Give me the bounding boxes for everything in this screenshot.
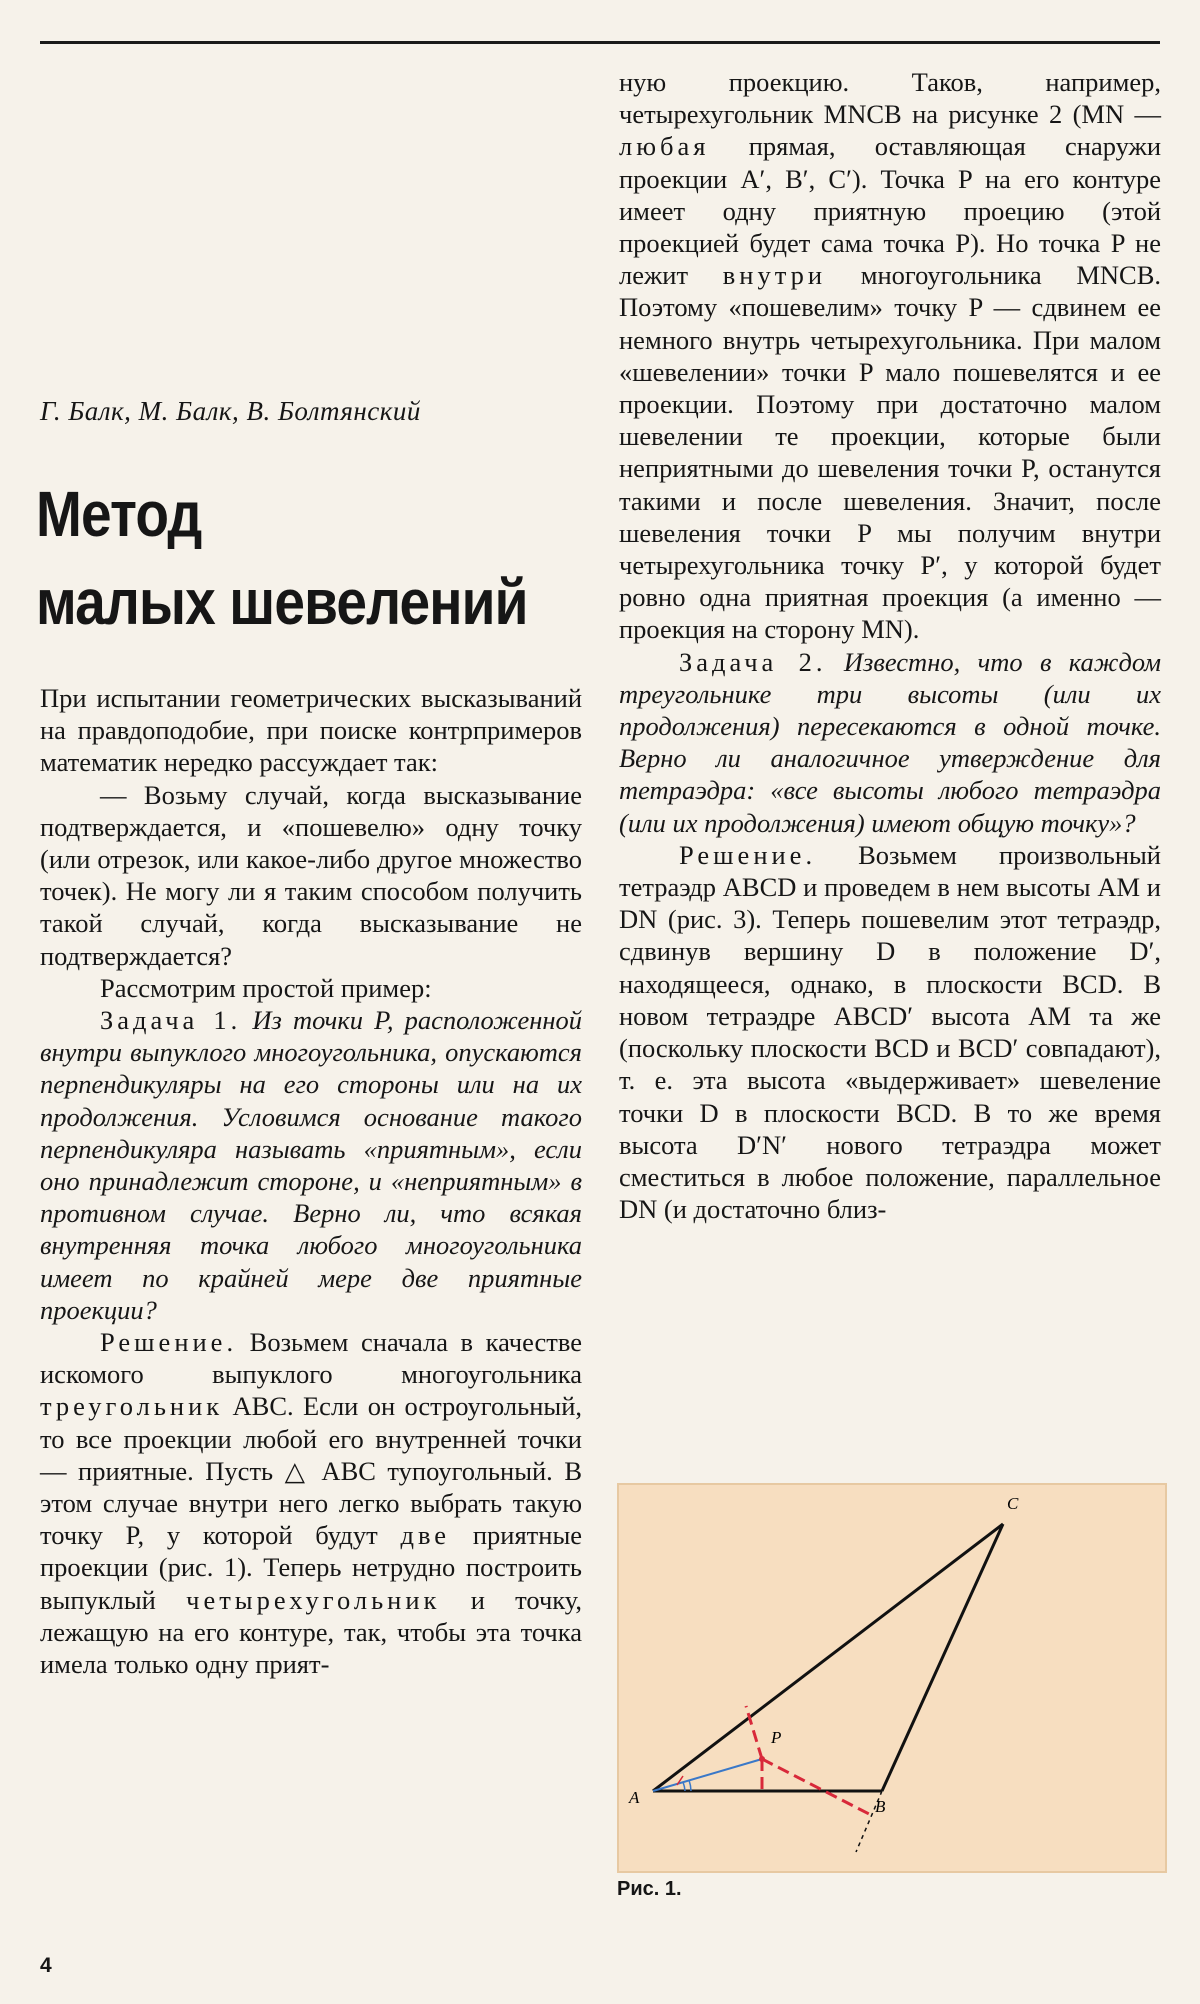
continuation-text-c: многоугольника MNCB. Поэтому «пошевелим» точку P — сдвинем ее немного внутрь четырехугольника. При малом «шевелении» точки P мало пошевелятся и ее проекции. Поэтому при достаточно малом шевелении те проекции, которые были неприятными до шевеления точки P, останутся такими и после шевеления. Значит, после шевеления точки P мы получим внутри четырехугольника точку P′, у которой будет ровно одна приятная проекция (а именно — проекция на сторону MN). (619, 260, 1161, 645)
side-BC (882, 1524, 1003, 1791)
spaced-word-any: любая (619, 131, 710, 162)
task-1-statement: Из точки P, расположенной внутри выпуклого многоугольника, опускаются перпендикуляры на его стороны или на их продолжения. Условимся основание такого перпендикуляра называть «приятным», если оно принадлежит стороне, и «неприятным» в противном случае. Верно ли, что всякая внутренняя точка любого многоугольника имеет по крайней мере две приятные проекции? (40, 1005, 583, 1325)
perpendicular-to-BC-extension (762, 1759, 871, 1815)
solution-1-text-b: ABC. Если он остроугольный, то все проекции любой его внутренней точки — приятные. Пусть △ ABC тупоугольный. В этом случае внутри него легко выбрать такую точку P, у которой будут (40, 1391, 583, 1551)
label-P: P (771, 1728, 782, 1747)
task-2-label: Задача 2. (679, 646, 827, 677)
intro-paragraph: При испытании геометрических высказываний на правдоподобие, при поиске контрпримеров математик нередко рассуждает так: (40, 683, 582, 778)
solution-2 (619, 839, 1161, 1225)
continuation-text-a: ную проекцию. Таков, например, четырехугольник MNCB на рисунке 2 (MN — (619, 67, 1161, 130)
label-C: C (1007, 1494, 1019, 1513)
continuation-paragraph (619, 66, 1161, 646)
segment-AP (653, 1759, 762, 1791)
solution-1-text-c: приятные проекции (рис. 1). Теперь нетрудно построить выпуклый (40, 1520, 583, 1615)
label-A: A (629, 1788, 640, 1807)
label-B: B (875, 1797, 886, 1816)
figure-1 (617, 1483, 1167, 1873)
spaced-word-inside: внутри (722, 260, 827, 291)
example-intro: Рассмотрим простой пример: (100, 972, 432, 1003)
article-authors: Г. Балк, М. Балк, В. Болтянский (40, 396, 421, 426)
task-1 (40, 1004, 582, 1326)
side-AC (653, 1524, 1003, 1791)
solution-1-text-a: Возьмем сначала в качестве искомого выпуклого многоугольника (40, 1327, 582, 1390)
angle-arc-outer (689, 1780, 691, 1791)
spaced-word-two: две (400, 1520, 451, 1551)
continuation-text-b: прямая, оставляющая снаружи проекции A′, B′, C′). Точка P на его контуре имеет одну приятную проецию (этой проекцией будет сама точка P). Но точка P не лежит (619, 131, 1162, 291)
dialogue-paragraph: — Возьму случай, когда высказывание подтверждается, и «пошевелю» одну точку (или отрезок, или какое-либо другое множество точек). Не могу ли я таким способом получить такой случай, когда высказывание не подтверждается? (40, 779, 582, 971)
point-P (759, 1756, 765, 1762)
figure-caption: Рис. 1. (617, 1878, 682, 1900)
solution-1-text-d: и точку, лежащую на его контуре, так, чтобы эта точка имела только одну прият- (40, 1584, 583, 1680)
page-number: 4 (40, 1954, 52, 1977)
triangle-diagram (619, 1485, 1165, 1871)
spaced-word-quadrilateral: четырехугольник (186, 1584, 441, 1615)
solution-2-label: Решение. (679, 839, 817, 870)
article-title (36, 470, 528, 646)
right-column (619, 66, 1161, 1225)
spaced-word-triangle: треугольник (40, 1391, 224, 1422)
left-column (40, 682, 582, 1680)
solution-1 (40, 1326, 582, 1680)
solution-2-text: Возьмем произвольный тетраэдр ABCD и проведем в нем высоты AM и DN (рис. 3). Теперь пошевелим этот тетраэдр, сдвинув вершину D в положение D′, находящееся, однако, в плоскости BCD. В новом тетраэдре ABCD′ высота AM та же (поскольку плоскости BCD и BCD′ совпадают), т. е. эта высота «выдерживает» шевеление точки D в плоскости BCD. В то же время высота D′N′ нового тетраэдра может сместиться в любое положение, параллельное DN (и достаточно близ- (619, 839, 1161, 1225)
solution-1-label: Решение. (100, 1327, 238, 1358)
task-1-label: Задача 1. (100, 1005, 242, 1036)
top-rule (40, 41, 1160, 44)
title-line-1: Метод (36, 478, 202, 550)
task-2 (619, 646, 1161, 839)
title-line-2: малых шевелений (36, 566, 528, 638)
task-2-statement: Известно, что в каждом треугольнике три высоты (или их продолжения) пересекаются в одной точке. Верно ли аналогичное утверждение для тетраэдра: «все высоты любого тетраэдра (или их продолжения) имеют общую точку»? (619, 646, 1162, 838)
